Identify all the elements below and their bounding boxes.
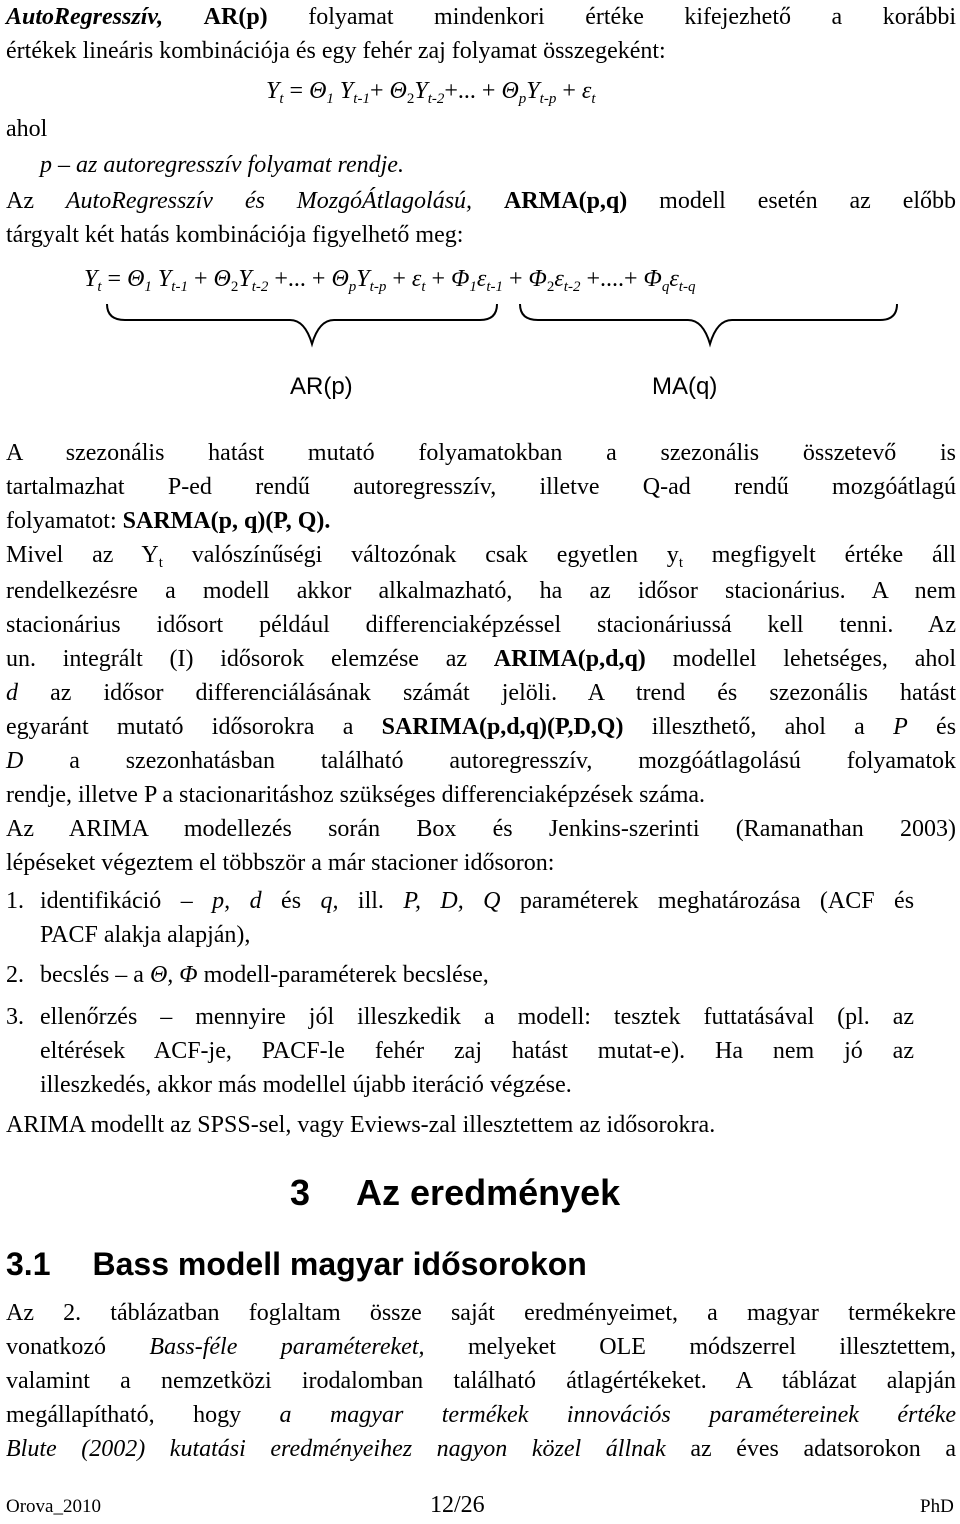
bass-line-3: valamint a nemzetközi irodalomban található átlagértékeket. A táblázat alapján	[6, 1368, 956, 1394]
bass-line-4: megállapítható, hogy a magyar termékek innovációs paramétereinek értéke	[6, 1402, 957, 1428]
mivel-line-2: rendelkezésre a modell akkor alkalmazható, ha az idősor stacionárius. A nem	[6, 578, 956, 604]
step-3-number: 3.	[6, 1004, 24, 1030]
step-1-line-1: identifikáció – p, d és q, ill. P, D, Q paraméterek meghatározása (ACF és	[40, 888, 915, 914]
step-1-line-2: PACF alakja alapján),	[40, 922, 251, 948]
step-1-number: 1.	[6, 888, 24, 914]
mivel-line-6: egyaránt mutató idősorokra a SARIMA(p,d,q)(P,D,Q) illeszthető, ahol a P és	[6, 714, 957, 740]
mivel-line-3: stacionárius idősort például differenciaképzéssel stacionáriussá kell tenni. Az	[6, 612, 956, 638]
box-line-1: Az ARIMA modellezés során Box és Jenkins-szerinti (Ramanathan 2003)	[6, 816, 956, 842]
p-definition: p – az autoregresszív folyamat rendje.	[40, 152, 404, 178]
arma-intro-line-1: Az AutoRegresszív és MozgóÁtlagolású, ARMA(p,q) modell esetén az előbb	[6, 188, 957, 214]
section-heading: 3 Az eredmények	[290, 1172, 621, 1213]
step-2-number: 2.	[6, 962, 24, 988]
bass-line-1: Az 2. táblázatban foglaltam össze saját eredményeimet, a magyar termékekre	[6, 1300, 956, 1326]
under-braces	[0, 300, 960, 360]
arma-intro-line-2: tárgyalt két hatás kombinációja figyelhető meg:	[6, 222, 464, 248]
seasonal-line-2: tartalmazhat P-ed rendű autoregresszív, illetve Q-ad rendű mozgóátlagú	[6, 474, 956, 500]
footer-page-number: 12/26	[430, 1492, 485, 1518]
step-2-line-1: becslés – a Θ, Φ modell-paraméterek becslése,	[40, 962, 489, 988]
subsection-heading: 3.1 Bass modell magyar idősorokon	[6, 1246, 587, 1282]
arma-equation: $Y_t = \Theta_1$ $Y_{t-1} + \Theta_2Y_{t-2}$ +... + $\Theta_pY_{t-p} + \varepsilon_t + \Phi_1\varepsilon_{t-1} + \Phi_2\varepsilon_{t-2}$ +....+ $\Phi_q\varepsilon_{t-q}$	[84, 266, 696, 295]
bass-line-2: vonatkozó Bass-féle paramétereket, melyeket OLE módszerrel illesztettem,	[6, 1334, 957, 1360]
seasonal-line-1: A szezonális hatást mutató folyamatokban a szezonális összetevő is	[6, 440, 956, 466]
ar-equation: $Y_t = \Theta_1$ $Y_{t-1}+ \Theta_2Y_{t-2}+$... + $\Theta_pY_{t-p} + \varepsilon_t$	[266, 78, 596, 107]
step-3-line-2: eltérések ACF-je, PACF-le fehér zaj hatást mutat-e). Ha nem jó az	[40, 1038, 914, 1064]
ar-brace-label: AR(p)	[290, 373, 353, 400]
mivel-line-1: Mivel az $Y_t$ valószínűségi változónak csak egyetlen $y_t$ megfigyelt értéke áll	[6, 542, 956, 571]
ma-brace-label: MA(q)	[652, 373, 718, 400]
ma-brace	[520, 304, 897, 344]
ahol-label: ahol	[6, 116, 48, 142]
bass-line-5: Blute (2002) kutatási eredményeihez nagyon közel állnak az éves adatsorokon a	[6, 1436, 957, 1462]
mivel-line-5: d az idősor differenciálásának számát jelöli. A trend és szezonális hatást	[6, 680, 957, 706]
box-line-2: lépéseket végeztem el többször a már stacioner idősoron:	[6, 850, 555, 876]
step-3-line-3: illeszkedés, akkor más modellel újabb iteráció végzése.	[40, 1072, 572, 1098]
mivel-line-7: D a szezonhatásban található autoregresszív, mozgóátlagolású folyamatok	[6, 748, 957, 774]
mivel-line-4: un. integrált (I) idősorok elemzése az ARIMA(p,d,q) modellel lehetséges, ahol	[6, 646, 957, 672]
seasonal-line-3: folyamatot: SARMA(p, q)(P, Q).	[6, 508, 331, 534]
mivel-line-8: rendje, illetve P a stacionaritáshoz szükséges differenciaképzések száma.	[6, 782, 706, 808]
step-3-line-1: ellenőrzés – mennyire jól illeszkedik a modell: tesztek futtatásával (pl. az	[40, 1004, 914, 1030]
footer-left: Orova_2010	[6, 1496, 101, 1517]
arima-fit-line: ARIMA modellt az SPSS-sel, vagy Eviews-zal illesztettem az idősorokra.	[6, 1112, 716, 1138]
ar-intro-line-1: AutoRegresszív, AR(p) folyamat mindenkori értéke kifejezhető a korábbi	[6, 4, 957, 30]
ar-brace	[107, 304, 497, 344]
ar-intro-line-2: értékek lineáris kombinációja és egy fehér zaj folyamat összegeként:	[6, 38, 666, 64]
footer-right: PhD	[920, 1496, 954, 1517]
